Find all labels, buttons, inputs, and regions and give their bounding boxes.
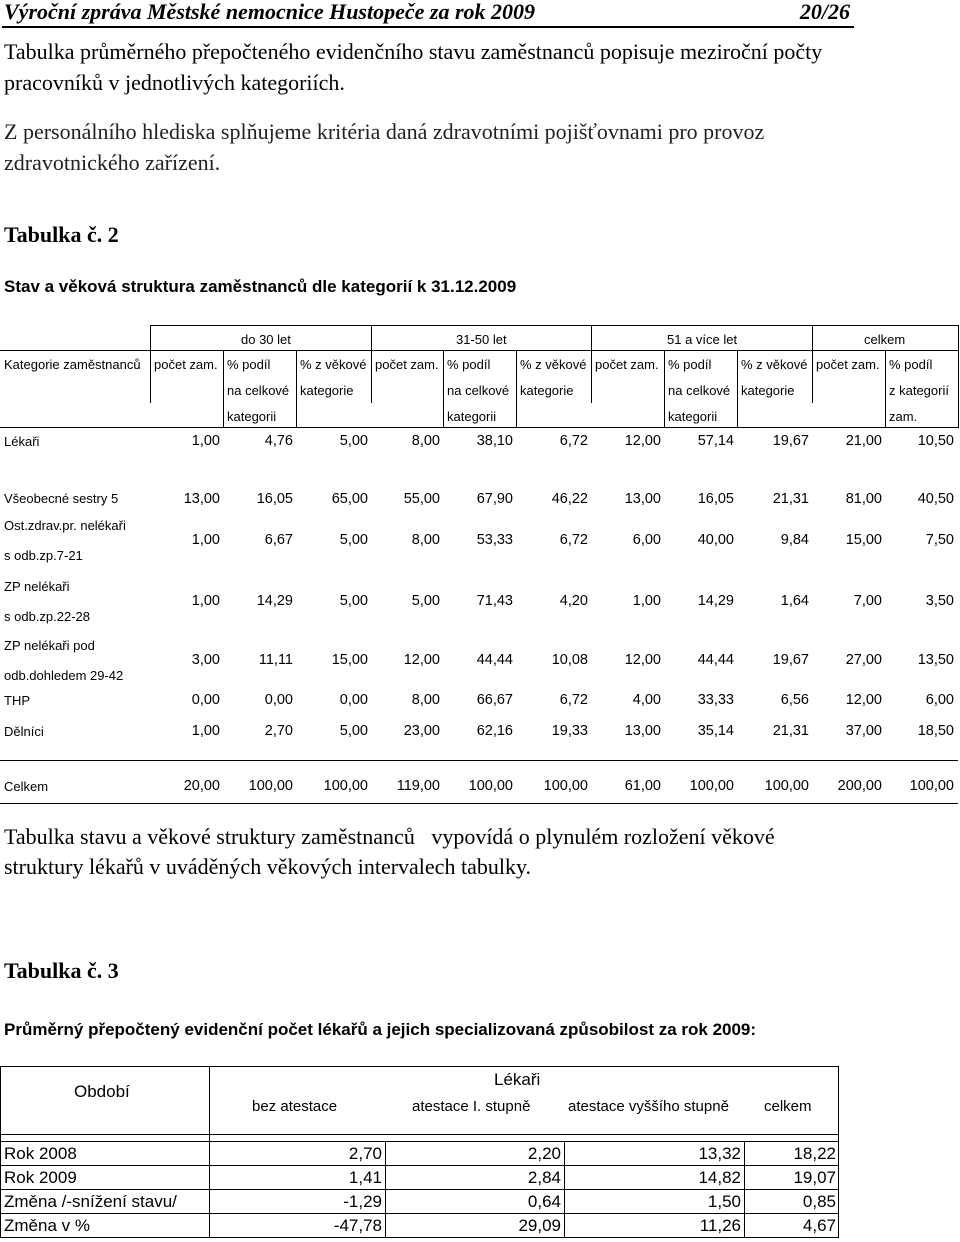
row-workers-cell: 62,16 [476,723,513,739]
row-total-cell: 200,00 [837,778,882,794]
row-physicians-cell: 5,00 [339,433,368,449]
subheader-age-share: kategorie [741,383,795,398]
subheader-total-share: z kategorií [889,383,949,398]
row-administrative-cell: 4,00 [632,692,661,708]
row-other-health-staff-cell: 1,00 [191,532,220,548]
subheader-age-share: kategorie [300,383,354,398]
row-health-staff-specialized-label: ZP nelékaři [4,579,70,594]
row-year-2008-cell: 2,20 [527,1144,561,1163]
subheader-age-share: % z věkové [520,357,587,372]
row-physicians-cell: 8,00 [411,433,440,449]
row-health-staff-specialized-cell: 7,00 [853,593,882,609]
row-health-staff-supervised-cell: 19,67 [772,652,809,668]
row-change-percent-cell: 4,67 [802,1216,836,1235]
conclusion-line-2: struktury lékařů v uváděných věkových intervalech tabulky. [4,854,532,879]
report-title: Výroční zpráva Městské nemocnice Hustopeče za rok 2009 [4,0,536,24]
row-total-cell: 119,00 [396,778,440,794]
row-year-2009-cell: 1,41 [348,1168,382,1187]
row-health-staff-specialized-cell: 5,00 [411,593,440,609]
row-change-percent-cell: -47,78 [333,1216,382,1235]
row-workers-cell: 37,00 [845,723,882,739]
row-change-absolute-cell: 0,85 [802,1192,836,1211]
group-header-51plus: 51 a více let [667,332,738,347]
subheader-age-share: % z věkové [300,357,367,372]
row-other-health-staff-cell: 53,33 [476,532,513,548]
row-change-absolute-cell: 1,50 [707,1192,741,1211]
row-health-staff-supervised-cell: 10,08 [551,652,588,668]
row-nurses-cell: 13,00 [183,491,220,507]
column-header-no-attestation: bez atestace [252,1098,338,1115]
row-change-percent-cell: 29,09 [518,1216,561,1235]
intro-paragraph: Tabulka průměrného přepočteného evidenčního stavu zaměstnanců popisuje meziroční počty pracovníků v jednotlivých kategoriích. [4,39,823,95]
row-health-staff-supervised-cell: 44,44 [476,652,513,668]
row-physicians-cell: 10,50 [917,433,954,449]
row-other-health-staff-cell: 15,00 [845,532,882,548]
row-other-health-staff-cell: 40,00 [697,532,734,548]
subheader-age-share: % z věkové [741,357,808,372]
row-total-cell: 100,00 [323,778,368,794]
personnel-paragraph: Z personálního hlediska splňujeme kritéria daná zdravotními pojišťovnami pro provoz zdravotnického zařízení. [4,119,765,175]
group-header-total: celkem [864,332,906,347]
row-workers-cell: 18,50 [917,723,954,739]
row-physicians-cell: 1,00 [191,433,220,449]
row-administrative-cell: 0,00 [191,692,220,708]
subheader-share: na celkové [668,383,731,398]
row-health-staff-supervised-cell: 44,44 [697,652,734,668]
row-total-cell: 100,00 [468,778,513,794]
table2-label: Tabulka č. 2 [4,222,119,247]
row-nurses-cell: 65,00 [331,491,368,507]
row-total-label: Celkem [4,779,49,794]
row-nurses-cell: 40,50 [917,491,954,507]
row-health-staff-specialized-cell: 3,50 [925,593,954,609]
table3-label: Tabulka č. 3 [4,958,119,983]
subheader-age-share: kategorie [520,383,574,398]
row-physicians-cell: 6,72 [559,433,588,449]
row-total-cell: 100,00 [909,778,954,794]
row-administrative-cell: 6,72 [559,692,588,708]
row-header-category: Kategorie zaměstnanců [4,357,141,372]
row-physicians-cell: 21,00 [845,433,882,449]
row-health-staff-specialized-cell: 14,29 [256,593,293,609]
row-change-absolute-cell: 0,64 [527,1192,561,1211]
row-health-staff-supervised-label: odb.dohledem 29-42 [4,668,124,683]
page-header [2,0,854,28]
column-group-physicians: Lékaři [494,1070,541,1089]
row-administrative-cell: 66,67 [476,692,513,708]
row-nurses-cell: 46,22 [551,491,588,507]
row-year-2008-cell: 2,70 [348,1144,382,1163]
row-year-2009-cell: 19,07 [793,1168,836,1187]
column-header-period: Období [74,1082,130,1101]
row-other-health-staff-cell: 6,72 [559,532,588,548]
row-health-staff-specialized-cell: 4,20 [559,593,588,609]
row-year-2008-label: Rok 2008 [4,1144,77,1163]
group-header-31-50: 31-50 let [456,332,507,347]
group-header-under30: do 30 let [241,332,291,347]
subheader-share: kategorii [227,409,277,424]
row-total-cell: 100,00 [689,778,734,794]
row-nurses-cell: 16,05 [256,491,293,507]
row-physicians-cell: 19,67 [772,433,809,449]
row-administrative-cell: 33,33 [697,692,734,708]
row-nurses-cell: 81,00 [845,491,882,507]
column-header-higher-degree: atestace vyššího stupně [568,1098,729,1115]
row-physicians-cell: 12,00 [624,433,661,449]
row-year-2009-label: Rok 2009 [4,1168,77,1187]
row-other-health-staff-cell: 9,84 [780,532,809,548]
row-year-2009-cell: 2,84 [527,1168,561,1187]
row-year-2008-cell: 13,32 [698,1144,741,1163]
row-total-cell: 61,00 [624,778,661,794]
subheader-count: počet zam. [154,357,218,372]
row-physicians-label: Lékaři [4,434,40,449]
row-physicians-cell: 38,10 [476,433,513,449]
row-other-health-staff-cell: 5,00 [339,532,368,548]
row-total-cell: 100,00 [543,778,588,794]
row-health-staff-supervised-label: ZP nelékaři pod [4,638,95,653]
row-workers-cell: 1,00 [191,723,220,739]
subheader-count: počet zam. [375,357,439,372]
row-health-staff-supervised-cell: 12,00 [403,652,440,668]
row-health-staff-specialized-label: s odb.zp.22-28 [4,609,91,624]
conclusion-line-1: Tabulka stavu a věkové struktury zaměstnanců vypovídá o plynulém rozložení věkové [4,824,775,849]
row-change-absolute-cell: -1,29 [343,1192,382,1211]
row-change-percent-cell: 11,26 [699,1216,741,1235]
row-health-staff-supervised-cell: 15,00 [331,652,368,668]
row-change-percent-label: Změna v % [4,1216,90,1235]
subheader-total-share: % podíl [889,357,933,372]
row-nurses-cell: 67,90 [476,491,513,507]
row-health-staff-specialized-cell: 1,00 [632,593,661,609]
row-administrative-cell: 0,00 [339,692,368,708]
subheader-share: % podíl [447,357,491,372]
row-other-health-staff-label: Ost.zdrav.pr. nelékaři [4,518,126,533]
row-nurses-cell: 21,31 [772,491,809,507]
row-workers-cell: 5,00 [339,723,368,739]
row-workers-cell: 23,00 [403,723,440,739]
row-nurses-cell: 16,05 [697,491,734,507]
subheader-count: počet zam. [595,357,659,372]
row-administrative-cell: 12,00 [845,692,882,708]
row-health-staff-supervised-cell: 12,00 [624,652,661,668]
row-administrative-cell: 6,56 [780,692,809,708]
row-health-staff-specialized-cell: 5,00 [339,593,368,609]
subheader-share: kategorii [668,409,718,424]
subheader-share: na celkové [227,383,290,398]
row-workers-label: Dělníci [4,724,44,739]
subheader-count: počet zam. [816,357,880,372]
row-health-staff-supervised-cell: 3,00 [191,652,220,668]
row-nurses-cell: 13,00 [624,491,661,507]
column-header-first-degree: atestace I. stupně [412,1098,531,1115]
row-workers-cell: 19,33 [551,723,588,739]
row-other-health-staff-label: s odb.zp.7-21 [4,548,83,563]
row-year-2008-cell: 18,22 [793,1144,836,1163]
row-workers-cell: 35,14 [697,723,734,739]
row-workers-cell: 21,31 [772,723,809,739]
conclusion-paragraph [4,822,904,882]
row-physicians-cell: 57,14 [697,433,734,449]
subheader-share: kategorii [447,409,497,424]
subheader-share: % podíl [668,357,712,372]
row-change-absolute-label: Změna /-snížení stavu/ [4,1192,177,1211]
subheader-share: na celkové [447,383,510,398]
row-health-staff-specialized-cell: 71,43 [476,593,513,609]
row-total-cell: 100,00 [764,778,809,794]
row-nurses-cell: 55,00 [403,491,440,507]
row-health-staff-supervised-cell: 11,11 [258,652,293,668]
row-nurses-label: Všeobecné sestry 5 [4,491,119,506]
row-administrative-cell: 0,00 [264,692,293,708]
table2-title: Stav a věková struktura zaměstnanců dle kategorií k 31.12.2009 [4,277,517,296]
row-other-health-staff-cell: 8,00 [411,532,440,548]
row-health-staff-specialized-cell: 14,29 [697,593,734,609]
column-header-total: celkem [764,1098,812,1115]
row-total-cell: 20,00 [183,778,220,794]
row-health-staff-supervised-cell: 27,00 [845,652,882,668]
row-administrative-label: THP [4,693,30,708]
row-total-cell: 100,00 [248,778,293,794]
row-health-staff-specialized-cell: 1,64 [780,593,809,609]
row-health-staff-specialized-cell: 1,00 [191,593,220,609]
subheader-share: % podíl [227,357,271,372]
row-workers-cell: 2,70 [264,723,293,739]
row-year-2009-cell: 14,82 [698,1168,741,1187]
row-administrative-cell: 6,00 [925,692,954,708]
row-health-staff-supervised-cell: 13,50 [917,652,954,668]
row-workers-cell: 13,00 [624,723,661,739]
row-other-health-staff-cell: 6,00 [632,532,661,548]
subheader-total-share: zam. [889,409,918,424]
page-number: 20/26 [799,0,850,24]
row-other-health-staff-cell: 7,50 [925,532,954,548]
row-other-health-staff-cell: 6,67 [264,532,293,548]
row-physicians-cell: 4,76 [264,433,293,449]
table3-title: Průměrný přepočtený evidenční počet lékařů a jejich specializovaná způsobilost za rok 2009: [4,1020,757,1039]
row-administrative-cell: 8,00 [411,692,440,708]
